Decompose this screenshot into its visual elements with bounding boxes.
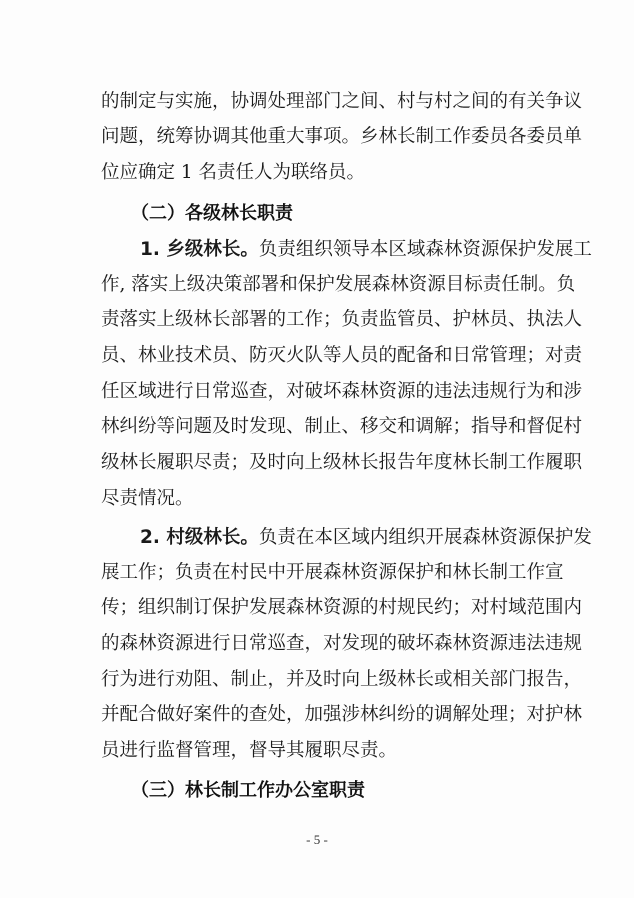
paragraph-line: 员进行监督管理，督导其履职尽责。 <box>101 740 398 761</box>
paragraph-line: 问题，统筹协调其他重大事项。乡林长制工作委员各委员单 <box>101 126 583 147</box>
paragraph-line: 行为进行劝阻、制止，并及时向上级林长或相关部门报告， <box>101 669 583 690</box>
paragraph-line: 并配合做好案件的查处，加强涉林纠纷的调解处理；对护林 <box>101 704 583 725</box>
paragraph-line: 作, 落实上级决策部署和保护发展森林资源目标责任制。负 <box>101 274 576 295</box>
paragraph-line: 展工作；负责在村民中开展森林资源保护和林长制工作宣 <box>101 562 564 583</box>
paragraph-line: 的森林资源进行日常巡查，对发现的破坏森林资源违法违规 <box>101 633 583 654</box>
page-number: - 5 - <box>306 832 328 847</box>
paragraph-line: 任区域进行日常巡查，对破坏森林资源的违法违规行为和涉 <box>101 381 583 402</box>
paragraph-line: 员、林业技术员、防灭火队等人员的配备和日常管理；对责 <box>101 345 583 366</box>
paragraph-line: 尽责情况。 <box>101 488 194 509</box>
paragraph-line: 责落实上级林长部署的工作；负责监管员、护林员、执法人 <box>101 309 583 330</box>
paragraph-line: 林纠纷等问题及时发现、制止、移交和调解；指导和督促村 <box>101 416 583 437</box>
item-title: 1. 乡级林长。 <box>140 239 259 260</box>
item-text: 负责在本区域内组织开展森林资源保护发 <box>258 527 592 548</box>
item-title: 2. 村级林长。 <box>140 527 259 548</box>
section-heading: （三）林长制工作办公室职责 <box>131 780 365 801</box>
paragraph-line: 的制定与实施，协调处理部门之间、村与村之间的有关争议 <box>101 91 583 112</box>
paragraph-line: 位应确定 1 名责任人为联络员。 <box>101 162 366 183</box>
paragraph-first-line <box>140 526 592 550</box>
section-heading: （二）各级林长职责 <box>131 203 293 224</box>
item-text: 负责组织领导本区域森林资源保护发展工 <box>258 239 592 260</box>
paragraph-first-line <box>140 238 592 262</box>
paragraph-line: 级林长履职尽责；及时向上级林长报告年度林长制工作履职 <box>101 452 583 473</box>
paragraph-line: 传；组织制订保护发展森林资源的村规民约；对村域范围内 <box>101 597 583 618</box>
